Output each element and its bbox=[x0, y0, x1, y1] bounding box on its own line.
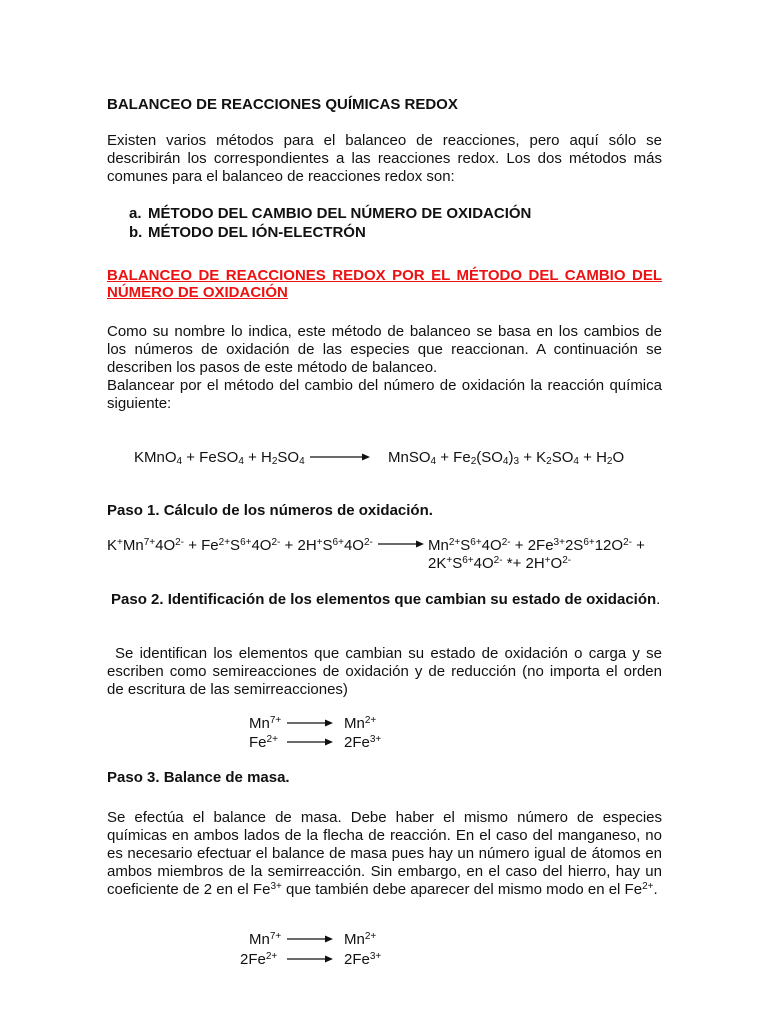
half-reaction-fe-product: $2Fe^{3+}$ bbox=[344, 734, 382, 751]
half-reaction-arrow-icon bbox=[287, 718, 333, 728]
step1-heading: Paso 1. Cálculo de los números de oxidación. bbox=[107, 502, 433, 519]
step1-oxidation-left: $K^+Mn^{7+}4O^{2-} + Fe^{2+}S^{6+}4O^{2-} + 2H^+S^{6+}4O^{2-}$ bbox=[107, 537, 373, 554]
section-heading: BALANCEO DE REACCIONES REDOX POR EL MÉTODO DEL CAMBIO DEL NÚMERO DE OXIDACIÓN bbox=[107, 267, 662, 301]
step3-heading: Paso 3. Balance de masa. bbox=[107, 769, 290, 786]
balanced-half-reaction-mn-product: $Mn^{2+}$ bbox=[344, 931, 377, 948]
reaction-products: MnSO$_4$ + $Fe_2(SO_4)_3 + K_2SO_4 + H_2O$ bbox=[388, 449, 625, 467]
section-paragraph-1: Como su nombre lo indica, este método de balanceo se basa en los cambios de los números de oxidación de las especies que reaccionan. A continuación se describen los pasos de este método de balanceo. bbox=[107, 323, 662, 376]
methods-list bbox=[129, 204, 531, 242]
step2-paragraph: Se identifican los elementos que cambian su estado de oxidación o carga y se escriben como semireacciones de oxidación y de reducción (no importa el orden de escritura de las semirreacciones) bbox=[107, 645, 662, 698]
list-item: a. MÉTODO DEL CAMBIO DEL NÚMERO DE OXIDACIÓN bbox=[129, 205, 532, 222]
balanced-half-reaction-fe-product: $2Fe^{3+}$ bbox=[344, 951, 382, 968]
section-paragraph-2: Balancear por el método del cambio del número de oxidación la reacción química siguiente: bbox=[107, 377, 662, 412]
balanced-half-reaction-mn: $Mn^{7+}$ bbox=[249, 931, 282, 948]
list-item: b. MÉTODO DEL IÓN-ELECTRÓN bbox=[129, 224, 366, 241]
balanced-arrow-icon bbox=[287, 934, 333, 944]
step1-arrow-icon bbox=[378, 539, 424, 549]
document-title: BALANCEO DE REACCIONES QUÍMICAS REDOX bbox=[107, 96, 458, 113]
step2-heading: Paso 2. Identificación de los elementos que cambian su estado de oxidación. bbox=[111, 591, 661, 608]
balanced-half-reaction-fe: $2Fe^{2+}$ bbox=[240, 951, 278, 968]
intro-paragraph: Existen varios métodos para el balanceo de reacciones, pero aquí sólo se describirán los correspondientes a las reacciones redox. Los dos métodos más comunes para el balanceo de reacciones redox son: bbox=[107, 132, 662, 185]
balanced-arrow-icon bbox=[287, 954, 333, 964]
half-reaction-mn-product: $Mn^{2+}$ bbox=[344, 715, 377, 732]
reaction-reactants: KMnO$_4$ + FeSO$_4$ + $H_2SO_4$ bbox=[134, 449, 305, 467]
half-reaction-fe: $Fe^{2+}$ bbox=[249, 734, 278, 751]
step1-oxidation-right-2: $2K^+S^{6+}4O^{2-} *+ 2H^+O^{2-}$ bbox=[428, 555, 572, 572]
half-reaction-mn: $Mn^{7+}$ bbox=[249, 715, 282, 732]
reaction-arrow-icon bbox=[310, 452, 370, 462]
step3-paragraph: Se efectúa el balance de masa. Debe haber el mismo número de especies químicas en ambos lados de la flecha de reacción. En el caso del manganeso, no es necesario efectuar el balance de masa pues hay un número igual de átomos en ambos miembros de la semirreacción. Sin embargo, en el caso del hierro, hay un coeficiente de 2 en el $Fe^{3+}$ que también debe aparecer del mismo modo en el $Fe^{2+}$. bbox=[107, 809, 662, 898]
step1-oxidation-right-1: $Mn^{2+}S^{6+}4O^{2-} + 2Fe^{3+}2S^{6+}12O^{2-}$ + bbox=[428, 537, 645, 554]
half-reaction-arrow-icon bbox=[287, 737, 333, 747]
